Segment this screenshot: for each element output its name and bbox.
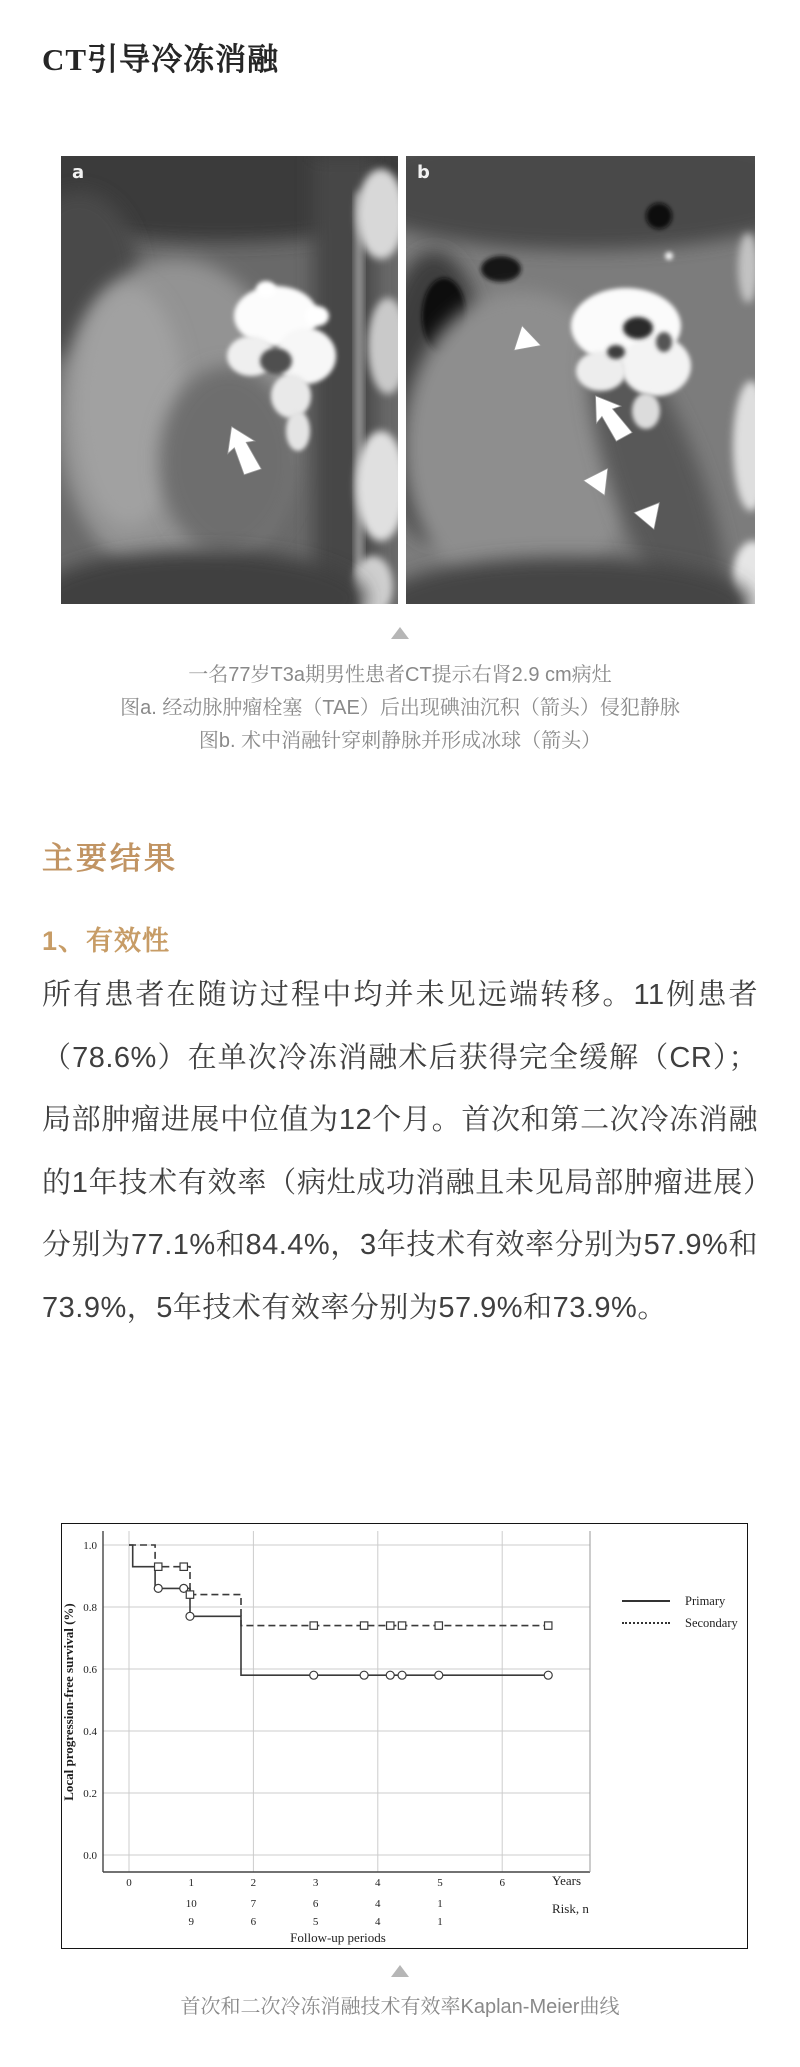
figure1-caption-line: 图b. 术中消融针穿刺静脉并形成冰球（箭头）: [198, 730, 602, 752]
censor-marker-square: [360, 1622, 367, 1629]
risk-label: Risk, n: [552, 1901, 589, 1916]
x-tick-label: 5: [437, 1877, 443, 1889]
legend-row-primary: [622, 1590, 738, 1612]
legend-label: Secondary: [685, 1615, 738, 1630]
figure2-caption: 首次和二次冷冻消融技术有效率Kaplan-Meier曲线: [180, 1996, 620, 2018]
y-tick-label: 0.8: [83, 1602, 97, 1614]
legend-dashed-line-icon: [622, 1622, 670, 1624]
y-tick-label: 0.4: [83, 1726, 97, 1738]
figure1-caption-line: 一名77岁T3a期男性患者CT提示右肾2.9 cm病灶: [188, 664, 612, 686]
censor-marker-square: [398, 1622, 405, 1629]
x-tick-label: 6: [499, 1877, 505, 1889]
legend-row-secondary: [622, 1612, 738, 1634]
legend-solid-line-icon: [622, 1600, 670, 1602]
y-tick-label: 0.2: [83, 1788, 97, 1800]
censor-marker-square: [155, 1563, 162, 1570]
censor-marker-circle: [154, 1584, 162, 1592]
censor-marker-circle: [435, 1671, 443, 1679]
y-tick-label: 1.0: [83, 1540, 97, 1552]
km-chart-svg: [62, 1524, 747, 1948]
subsection-heading: 1、有效性: [42, 926, 171, 956]
figure1-caption: [0, 659, 800, 758]
x-tick-label: 1: [188, 1877, 194, 1889]
risk-number: 10: [185, 1898, 197, 1910]
censor-marker-square: [545, 1622, 552, 1629]
risk-number: 1: [437, 1916, 443, 1928]
figure1-caption-line: 图a. 经动脉肿瘤栓塞（TAE）后出现碘油沉积（箭头）侵犯静脉: [120, 697, 680, 719]
censor-marker-square: [186, 1591, 193, 1598]
censor-marker-circle: [310, 1671, 318, 1679]
risk-number: 4: [375, 1898, 381, 1910]
censor-marker-square: [435, 1622, 442, 1629]
x-tick-label: 2: [250, 1877, 257, 1889]
censor-marker-circle: [360, 1671, 368, 1679]
collapse-triangle-icon[interactable]: [391, 627, 409, 639]
results-paragraph: 所有患者在随访过程中均并未见远端转移。11例患者（78.6%）在单次冷冻消融术后获得完全缓解（CR）；局部肿瘤进展中位值为12个月。首次和第二次冷冻消融的1年技术有效率（病灶成功消融且未见局部肿瘤进展）分别为77.1%和84.4%，3年技术有效率分别为57.9%和73.9%，5年技术有效率分别为57.9%和73.9%。: [42, 979, 758, 1324]
censor-marker-square: [310, 1622, 317, 1629]
x-axis-bottom-label: Follow-up periods: [290, 1930, 386, 1945]
censor-marker-square: [180, 1563, 187, 1570]
x-axis-unit-label: Years: [552, 1873, 582, 1888]
ct-panel-a-label: a: [72, 162, 85, 183]
km-curve-primary: [129, 1545, 548, 1675]
ct-figure: [61, 156, 755, 604]
ct-image-a-graphic: [61, 156, 398, 604]
censor-marker-square: [387, 1622, 394, 1629]
page-title: CT引导冷冻消融: [42, 42, 280, 77]
risk-number: 7: [250, 1898, 257, 1910]
ct-panel-b-label: b: [417, 162, 430, 183]
risk-number: 6: [312, 1898, 319, 1910]
risk-number: 9: [188, 1916, 194, 1928]
x-tick-label: 4: [375, 1877, 381, 1889]
censor-marker-circle: [386, 1671, 394, 1679]
chart-legend: [622, 1590, 738, 1634]
kaplan-meier-figure: [61, 1523, 748, 1949]
y-tick-label: 0.0: [83, 1850, 97, 1862]
collapse-triangle-icon[interactable]: [391, 1965, 409, 1977]
section-heading: 主要结果: [42, 841, 178, 876]
legend-label: Primary: [685, 1593, 726, 1608]
censor-marker-circle: [398, 1671, 406, 1679]
y-tick-label: 0.6: [83, 1664, 97, 1676]
x-tick-label: 0: [126, 1877, 132, 1889]
ct-image-a: [61, 156, 398, 604]
ct-image-b: [406, 156, 755, 604]
x-tick-label: 3: [312, 1877, 319, 1889]
censor-marker-circle: [186, 1612, 194, 1620]
risk-number: 1: [437, 1898, 443, 1910]
risk-number: 4: [375, 1916, 381, 1928]
censor-marker-circle: [544, 1671, 552, 1679]
risk-number: 6: [250, 1916, 257, 1928]
y-axis-title: Local progression-free survival (%): [61, 1603, 76, 1801]
ct-image-b-graphic: [406, 156, 755, 604]
risk-number: 5: [312, 1916, 319, 1928]
